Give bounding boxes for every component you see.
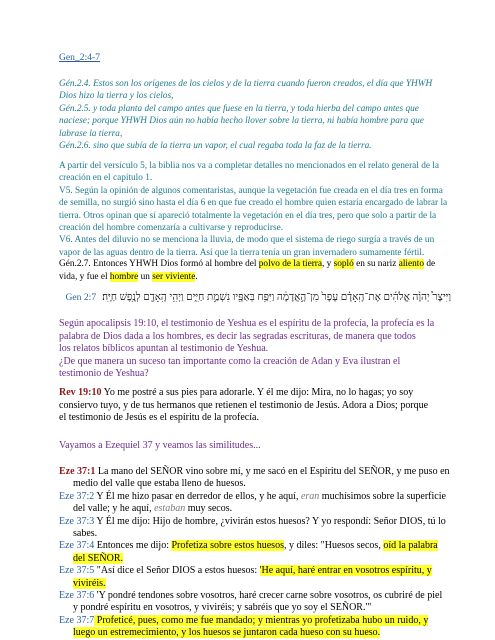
highlight-polvo: polvo de la tierra <box>258 259 323 269</box>
rev-ref[interactable]: Rev 19:10 <box>59 387 102 398</box>
gen-reference <box>59 52 451 64</box>
hebrew-text: וַיִּיצֶר֩ יְהוָ֨ה אֱלֹהִ֜ים אֶת־הָֽאָדָ֗ם עָפָר֙ מִן־הָ֣אֲדָמָ֔ה וַיִּפַּ֥ח בְּאַפָּ֖יו נִשְׁמַ֣ת חַיִּ֑ים וַיְהִ֥י הָֽאָדָ֖ם לְנֶ֥פֶשׁ חַיָּֽה׃ <box>102 292 451 303</box>
commentary-line: V6. Antes del diluvio no se menciona la lluvia, de modo que el sistema de riego surgía a través de un <box>59 235 435 246</box>
apocalypse-commentary <box>59 318 451 381</box>
genesis-line: Gén.2.6. sino que subía de la tierra un vapor, el cual regaba toda la faz de la tierra. <box>59 141 372 152</box>
gen27-line-1: Gén.2.7. Entonces YHWH Dios formó al hombre del polvo de la tierra, y sopló en su nariz aliento de <box>59 259 436 269</box>
apoc-line: Según apocalipsis 19:10, el testimonio de Yeshua es el espíritu de la profecía, la profecía es la <box>59 318 435 329</box>
revelation-verse: Rev 19:10 Yo me postré a sus pies para adorarle. Y él me dijo: Mira, no lo hagas; yo soy consiervo tuyo, y de tus hermanos que retienen el testimonio de Jesús. Adora a Dios; porque el testimonio de Jesús es el espíritu de la profecía. <box>59 387 429 424</box>
genesis-2-7 <box>59 258 451 284</box>
highlight-hombre: hombre <box>109 271 139 282</box>
commentary-line: tierra. Otros opinan que sí apareció totalmente la vegetación en el día tres, pero que solo a partir de la <box>59 210 437 221</box>
eze-ref[interactable]: Eze 37:3 <box>59 515 95 527</box>
genesis-line: naciese; porque YHWH Dios aún no había hecho llover sobre la tierra, ni había hombre para que <box>59 116 424 127</box>
commentary-line: vapor de las aguas dentro de la tierra. Así que la tierra tenía un gran invernadero sumamente fértil. <box>59 247 425 258</box>
highlight-espiritu: 'He aquí, haré entrar en vosotros espíritu, y <box>259 565 432 577</box>
eze-ref[interactable]: Eze 37:5 <box>59 565 95 577</box>
commentary-line: creación del hombre comenzaría a cultivarse y reproducirse. <box>59 223 284 234</box>
apoc-line: los relatos bíblicos apuntan al testimonio de Yeshua. <box>59 343 269 355</box>
apoc-line: testimonio de Yeshua? <box>59 368 149 380</box>
commentary-line: creación en el capítulo 1. <box>59 173 153 184</box>
highlight-oid: oíd la palabra <box>383 540 438 552</box>
highlight-soplo: sopló <box>333 259 354 269</box>
apoc-line: ¿De que manera un suceso tan importante como la creación de Adan y Eva ilustran el <box>59 355 401 367</box>
highlight-profetiza: Profetiza sobre estos huesos <box>171 540 284 552</box>
highlight-ser-viviente: ser viviente <box>152 271 196 282</box>
eze-ref[interactable]: Eze 37:4 <box>59 540 95 552</box>
ezekiel-verses: Eze 37:1 La mano del SEÑOR vino sobre mí, y me sacó en el Espíritu del SEÑOR, y me puso en medio del valle que estaba lleno de huesos. Eze 37:2 Y Él me hizo pasar en derredor de ellos, y he aquí, eran muchísimos sobre la superficie del valle; y he aquí, estaban muy secos. Eze 37:3 Y Él me dijo: Hijo de hombre, ¿vivirán estos huesos? Y yo respondí: Señor DIOS, tú lo sabes. Eze 37:4 Entonces me dijo: Profetiza sobre estos huesos, y diles: "Huesos secos, oíd la palabra del SEÑOR. Eze 37:5 "Así dice el Señor DIOS a estos huesos: 'He aquí, haré entrar en vosotros espíritu, y viviréis. Eze 37:6 'Y pondré tendones sobre vosotros, haré crecer carne sobre vosotros, os cubriré de piel y pondré espíritu en vosotros, y viviréis; y sabréis que yo soy el SEÑOR.'" Eze 37:7 Profeticé, pues, como me fue mandado; y mientras yo profetizaba hubo un ruido, y luego un estremecimiento, y los huesos se juntaron cada hueso con su hueso. <box>59 466 450 639</box>
commentary-line: de semilla, no surgió sino hasta el día 6 en que fue creado el hombre quien estaría encargado de labrar la <box>59 198 448 209</box>
commentary-line: A partir del versículo 5, la biblia nos va a completar detalles no mencionados en el relato general de la <box>59 161 440 171</box>
highlight-aliento: aliento <box>398 259 425 269</box>
gen27-line-2: vida, y fue el hombre un ser viviente. <box>59 271 198 282</box>
eze-ref[interactable]: Eze 37:1 <box>59 466 96 477</box>
eze-ref[interactable]: Eze 37:2 <box>59 490 95 502</box>
hebrew-ref[interactable]: Gen 2:7 <box>65 292 97 303</box>
genesis-line: Dios hizo la tierra y los cielos, <box>59 91 174 102</box>
hebrew-verse <box>59 291 451 304</box>
eze-ref[interactable]: Eze 37:7 <box>59 614 95 626</box>
gen-reference-link[interactable]: Gen_2:4-7 <box>59 52 101 63</box>
genesis-line: Gén.2.4. Estos son los orígenes de los cielos y de la tierra cuando fueron creados, el día que YHWH <box>59 79 433 89</box>
genesis-line: Gén.2.5. y toda planta del campo antes que fuese en la tierra, y toda hierba del campo antes que <box>59 103 419 114</box>
commentary-line: V5. Según la opinión de algunos comentaristas, aunque la vegetación fue creada en el día tres en forma <box>59 185 443 196</box>
apoc-line: palabra de Dios dada a los hombres, es decir las segradas escrituras, de manera que todos <box>59 330 416 342</box>
ezequiel-intro: Vayamos a Ezequiel 37 y veamos las similitudes... <box>59 440 261 451</box>
eze-ref[interactable]: Eze 37:6 <box>59 590 95 602</box>
genesis-verses <box>59 78 451 152</box>
commentary <box>59 160 451 259</box>
genesis-line: labrase la tierra, <box>59 128 123 139</box>
highlight-profetice: Profeticé, pues, como me fue mandado; y mientras yo profetizaba hubo un ruido, y <box>94 614 429 626</box>
